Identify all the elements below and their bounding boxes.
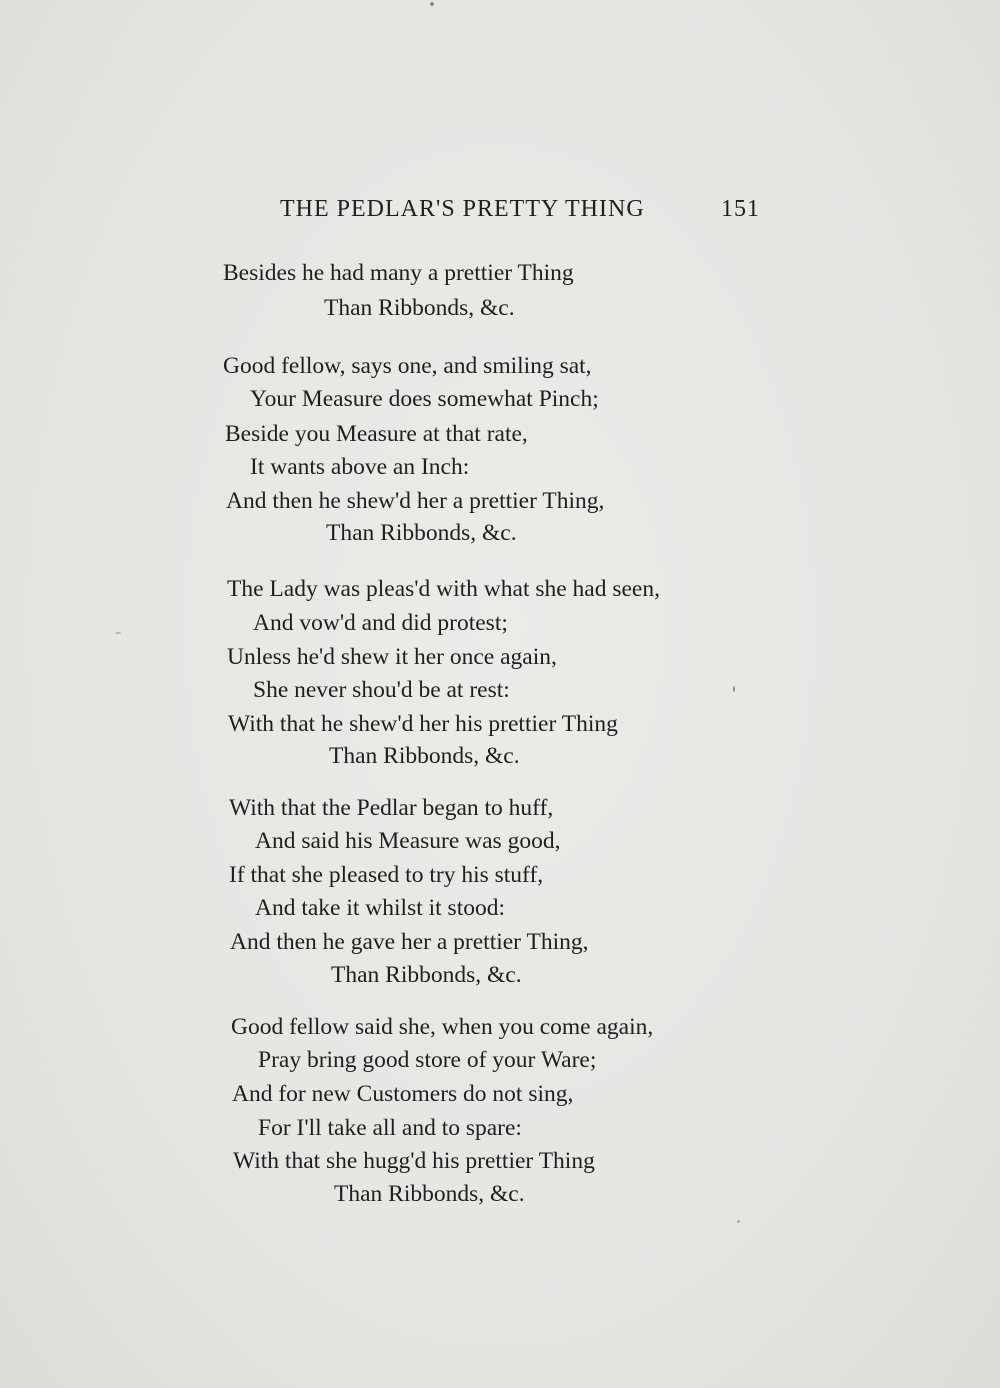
poem-refrain-line: Than Ribbonds, &c. [331,962,522,988]
poem-line: Good fellow, says one, and smiling sat, [223,353,592,379]
poem-line: Good fellow said she, when you come again, [231,1014,654,1040]
poem-line: And for new Customers do not sing, [232,1081,574,1107]
poem-line: If that she pleased to try his stuff, [229,862,544,888]
page-number: 151 [721,196,760,222]
poem-line: She never shou'd be at rest: [253,677,510,703]
paper-speck [115,632,121,634]
poem-line: Pray bring good store of your Ware; [258,1047,597,1073]
poem-refrain-line: Than Ribbonds, &c. [326,520,517,546]
paper-speck [430,2,434,6]
poem-refrain-line: Than Ribbonds, &c. [324,295,515,321]
running-title: THE PEDLAR'S PRETTY THING [280,196,645,222]
paper-speck [737,1220,740,1223]
poem-line: Your Measure does somewhat Pinch; [250,386,599,412]
poem-line: The Lady was pleas'd with what she had seen, [227,576,660,602]
poem-line: And then he gave her a prettier Thing, [230,929,589,955]
poem-line: And vow'd and did protest; [253,610,508,636]
poem-line: Besides he had many a prettier Thing [223,260,574,286]
poem-line: It wants above an Inch: [250,454,470,480]
poem-line: With that he shew'd her his prettier Thing [228,711,618,737]
poem-line: And said his Measure was good, [255,828,561,854]
poem-line: Beside you Measure at that rate, [225,421,528,447]
poem-line: Unless he'd shew it her once again, [227,644,557,670]
poem-line: And take it whilst it stood: [255,895,506,921]
poem-line: And then he shew'd her a prettier Thing, [226,488,605,514]
poem-line: With that the Pedlar began to huff, [229,795,554,821]
poem-refrain-line: Than Ribbonds, &c. [329,743,520,769]
poem-line: For I'll take all and to spare: [258,1115,522,1141]
poem-line: With that she hugg'd his prettier Thing [233,1148,595,1174]
paper-speck [733,686,735,692]
poem-refrain-line: Than Ribbonds, &c. [334,1181,525,1207]
